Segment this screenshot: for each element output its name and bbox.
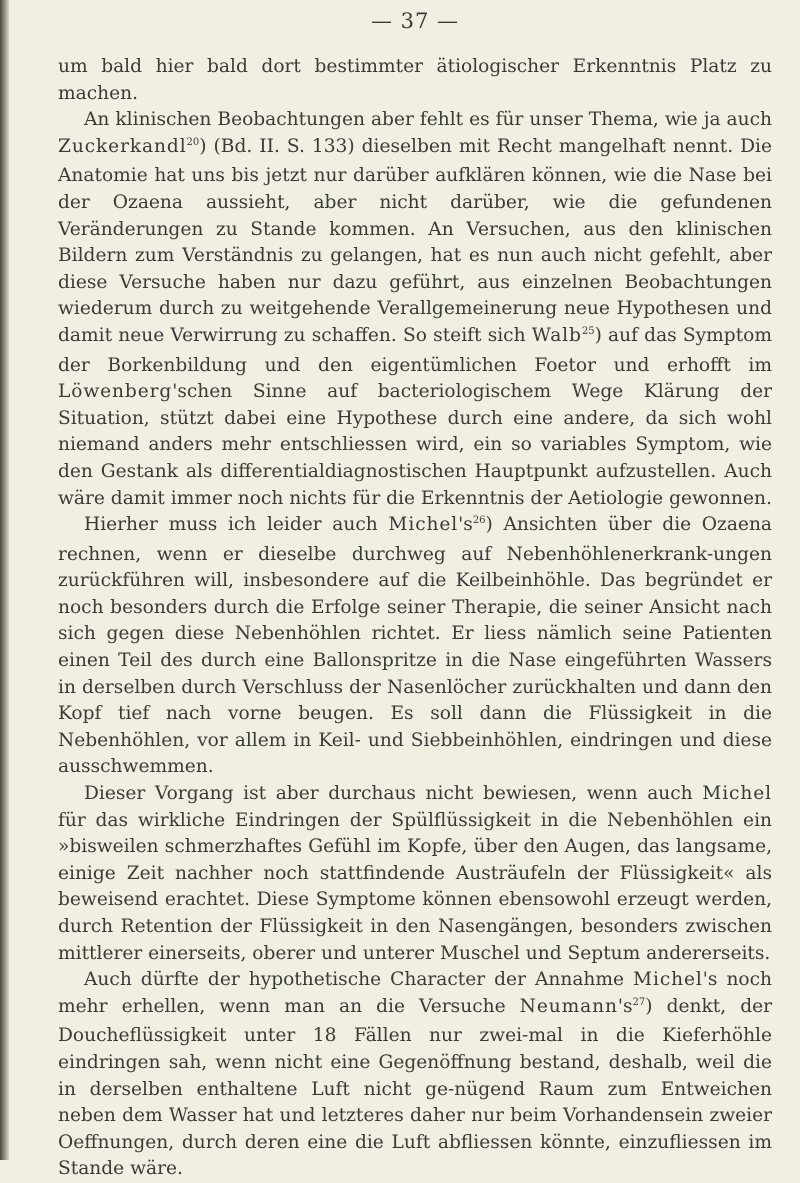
text-run: um bald hier bald dort bestimmter ätiologischer Erkenntnis Platz zu machen. (58, 56, 772, 104)
text-run: ) Ansichten über die Ozaena rechnen, wenn er dieselbe durchweg auf Nebenhöhlenerkrank-ungen zurückführen will, insbesondere auf die Keilbeinhöhle. Das begründet er noch besonders durch die Erfolge seiner Therapie, die seiner Ansicht nach sich gegen diese Nebenhöhlen richtet. Er liess nämlich seine Patienten einen Teil des durch eine Ballonspritze in die Nase eingeführten Wassers in derselben durch Verschluss der Nasenlöcher zurückhalten und dann den Kopf tief nach vorne beugen. Es soll dann die Flüssigkeit in die Nebenhöhlen, vor allem in Keil- und Siebbeinhöhlen, eindringen und diese ausschwemmen. (58, 514, 773, 778)
paragraph (58, 967, 772, 1183)
text-run: Hierher muss ich leider auch (84, 514, 389, 536)
author-name: Neumann (519, 995, 618, 1017)
footnote-ref: 20 (186, 136, 200, 148)
text-run: ) denkt, der Doucheflüssigkeit unter 18 Fällen nur zwei-mal in die Kieferhöhle eindringen sah, wenn nicht eine Gegenöffnung bestand, deshalb, weil die in derselben enthaltene Luft nicht ge-nügend Raum zum Entweichen neben dem Wasser hat und letzteres daher nur beim Vorhandensein zweier Oeffnungen, durch deren eine die Luft abfliessen könnte, einzufliessen im Stande wäre. (58, 995, 772, 1180)
text-run: Dieser Vorgang ist aber durchaus nicht bewiesen, wenn auch (84, 783, 703, 805)
author-name: Michel (388, 514, 459, 536)
text-run: 's (617, 995, 633, 1017)
paragraph (58, 781, 772, 967)
book-page (58, 0, 772, 1183)
page-number: — 37 — (370, 9, 460, 33)
text-run: 'schen Sinne auf bacteriologischem Wege Klärung der Situation, stützt dabei eine Hypothese durch eine andere, da sich wohl niemand anders mehr entschliessen wird, ein so variables Symptom, wie den Gestank als differentialdiagnostischen Hauptpunkt aufzustellen. Auch wäre damit immer noch nichts für die Erkenntnis der Aetiologie gewonnen. (58, 381, 772, 509)
author-name: Michel (633, 969, 703, 991)
text-run: 's (458, 514, 473, 536)
book-binding-edge (0, 0, 9, 1160)
footnote-ref: 27 (632, 996, 646, 1008)
paragraph (58, 512, 772, 781)
author-name: Zuckerkandl (58, 135, 187, 157)
paragraph (58, 54, 772, 107)
text-run: Auch dürfte der hypothetische Character der Annahme (84, 969, 634, 991)
text-run: An klinischen Beobachtungen aber fehlt es für unser Thema, wie ja auch (84, 109, 772, 131)
text-run: ) (Bd. II. S. 133) dieselben mit Recht mangelhaft nennt. Die Anatomie hat uns bis jetzt nur darüber aufklären können, wie die Nase bei der Ozaena aussieht, aber nicht darüber, wie die gefundenen Veränderungen zu Stande kommen. An Versuchen, aus den klinischen Bildern zum Verständnis zu gelangen, hat es nun auch nicht gefehlt, aber diese Versuche haben nur dazu geführt, aus einzelnen Beobachtungen wiederum durch zu weitgehende Verallgemeinerung neue Hypothesen und damit neue Verwirrung zu schaffen. So steift sich (58, 135, 772, 346)
author-name: Walb (531, 324, 582, 346)
text-run: ) auf das Symptom der Borkenbildung und den eigentümlichen Foetor und erhofft im (58, 324, 772, 376)
paragraph (58, 107, 772, 512)
footnote-ref: 25 (581, 325, 595, 337)
text-run: für das wirkliche Eindringen der Spülflüssigkeit in die Nebenhöhlen ein »bisweilen schmerzhaftes Gefühl im Kopfe, über den Augen, das langsame, einige Zeit nachher noch stattfindende Austräufeln der Flüssigkeit« als beweisend erachtet. Diese Symptome können ebensowohl erzeugt werden, durch Retention der Flüssigkeit in den Nasengängen, besonders zwischen mittlerer einerseits, oberer und unterer Muschel und Septum andererseits. (58, 809, 772, 964)
text-run: 's noch mehr erhellen, wenn man an die Versuche (58, 969, 772, 1017)
author-name: Löwenberg (58, 381, 173, 403)
author-name: Michel (702, 783, 772, 805)
footnote-ref: 26 (472, 515, 486, 527)
body-text (58, 54, 772, 1183)
